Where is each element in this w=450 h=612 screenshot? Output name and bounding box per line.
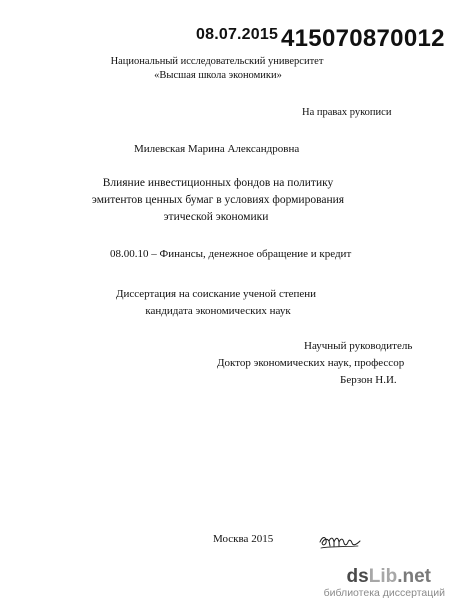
university-name-quoted: «Высшая школа экономики» [154,70,282,81]
supervisor-name: Берзон Н.И. [340,374,397,386]
degree-line-1: Диссертация на соискание ученой степени [115,288,317,300]
title-line-3: этической экономики [163,211,269,223]
handwritten-signature [318,533,362,551]
university-name: Национальный исследовательский университет [110,56,324,67]
stamp-date: 08.07.2015 [196,26,279,43]
specialty-code: 08.00.10 – Финансы, денежное обращение и кредит [110,248,352,260]
dslib-logo [305,567,445,587]
degree-line-2: кандидата экономических наук [145,305,291,317]
logo-ds-text: ds [346,566,369,587]
stamp-number: 415070870012 [281,25,445,52]
supervisor-role: Научный руководитель [304,340,413,352]
author-name: Милевская Марина Александровна [134,143,300,155]
title-line-1: Влияние инвестиционных фондов на политику [102,177,334,189]
city-year: Москва 2015 [213,533,274,545]
logo-lib-text: Lib [368,566,398,587]
logo-net-text: .net [397,566,431,587]
dslib-watermark [305,567,445,600]
title-line-2: эмитентов ценных бумаг в условиях формирования [91,194,345,206]
watermark-tagline: библиотека диссертаций [323,587,445,599]
rights-note: На правах рукописи [302,107,392,118]
supervisor-credentials: Доктор экономических наук, профессор [217,357,405,369]
